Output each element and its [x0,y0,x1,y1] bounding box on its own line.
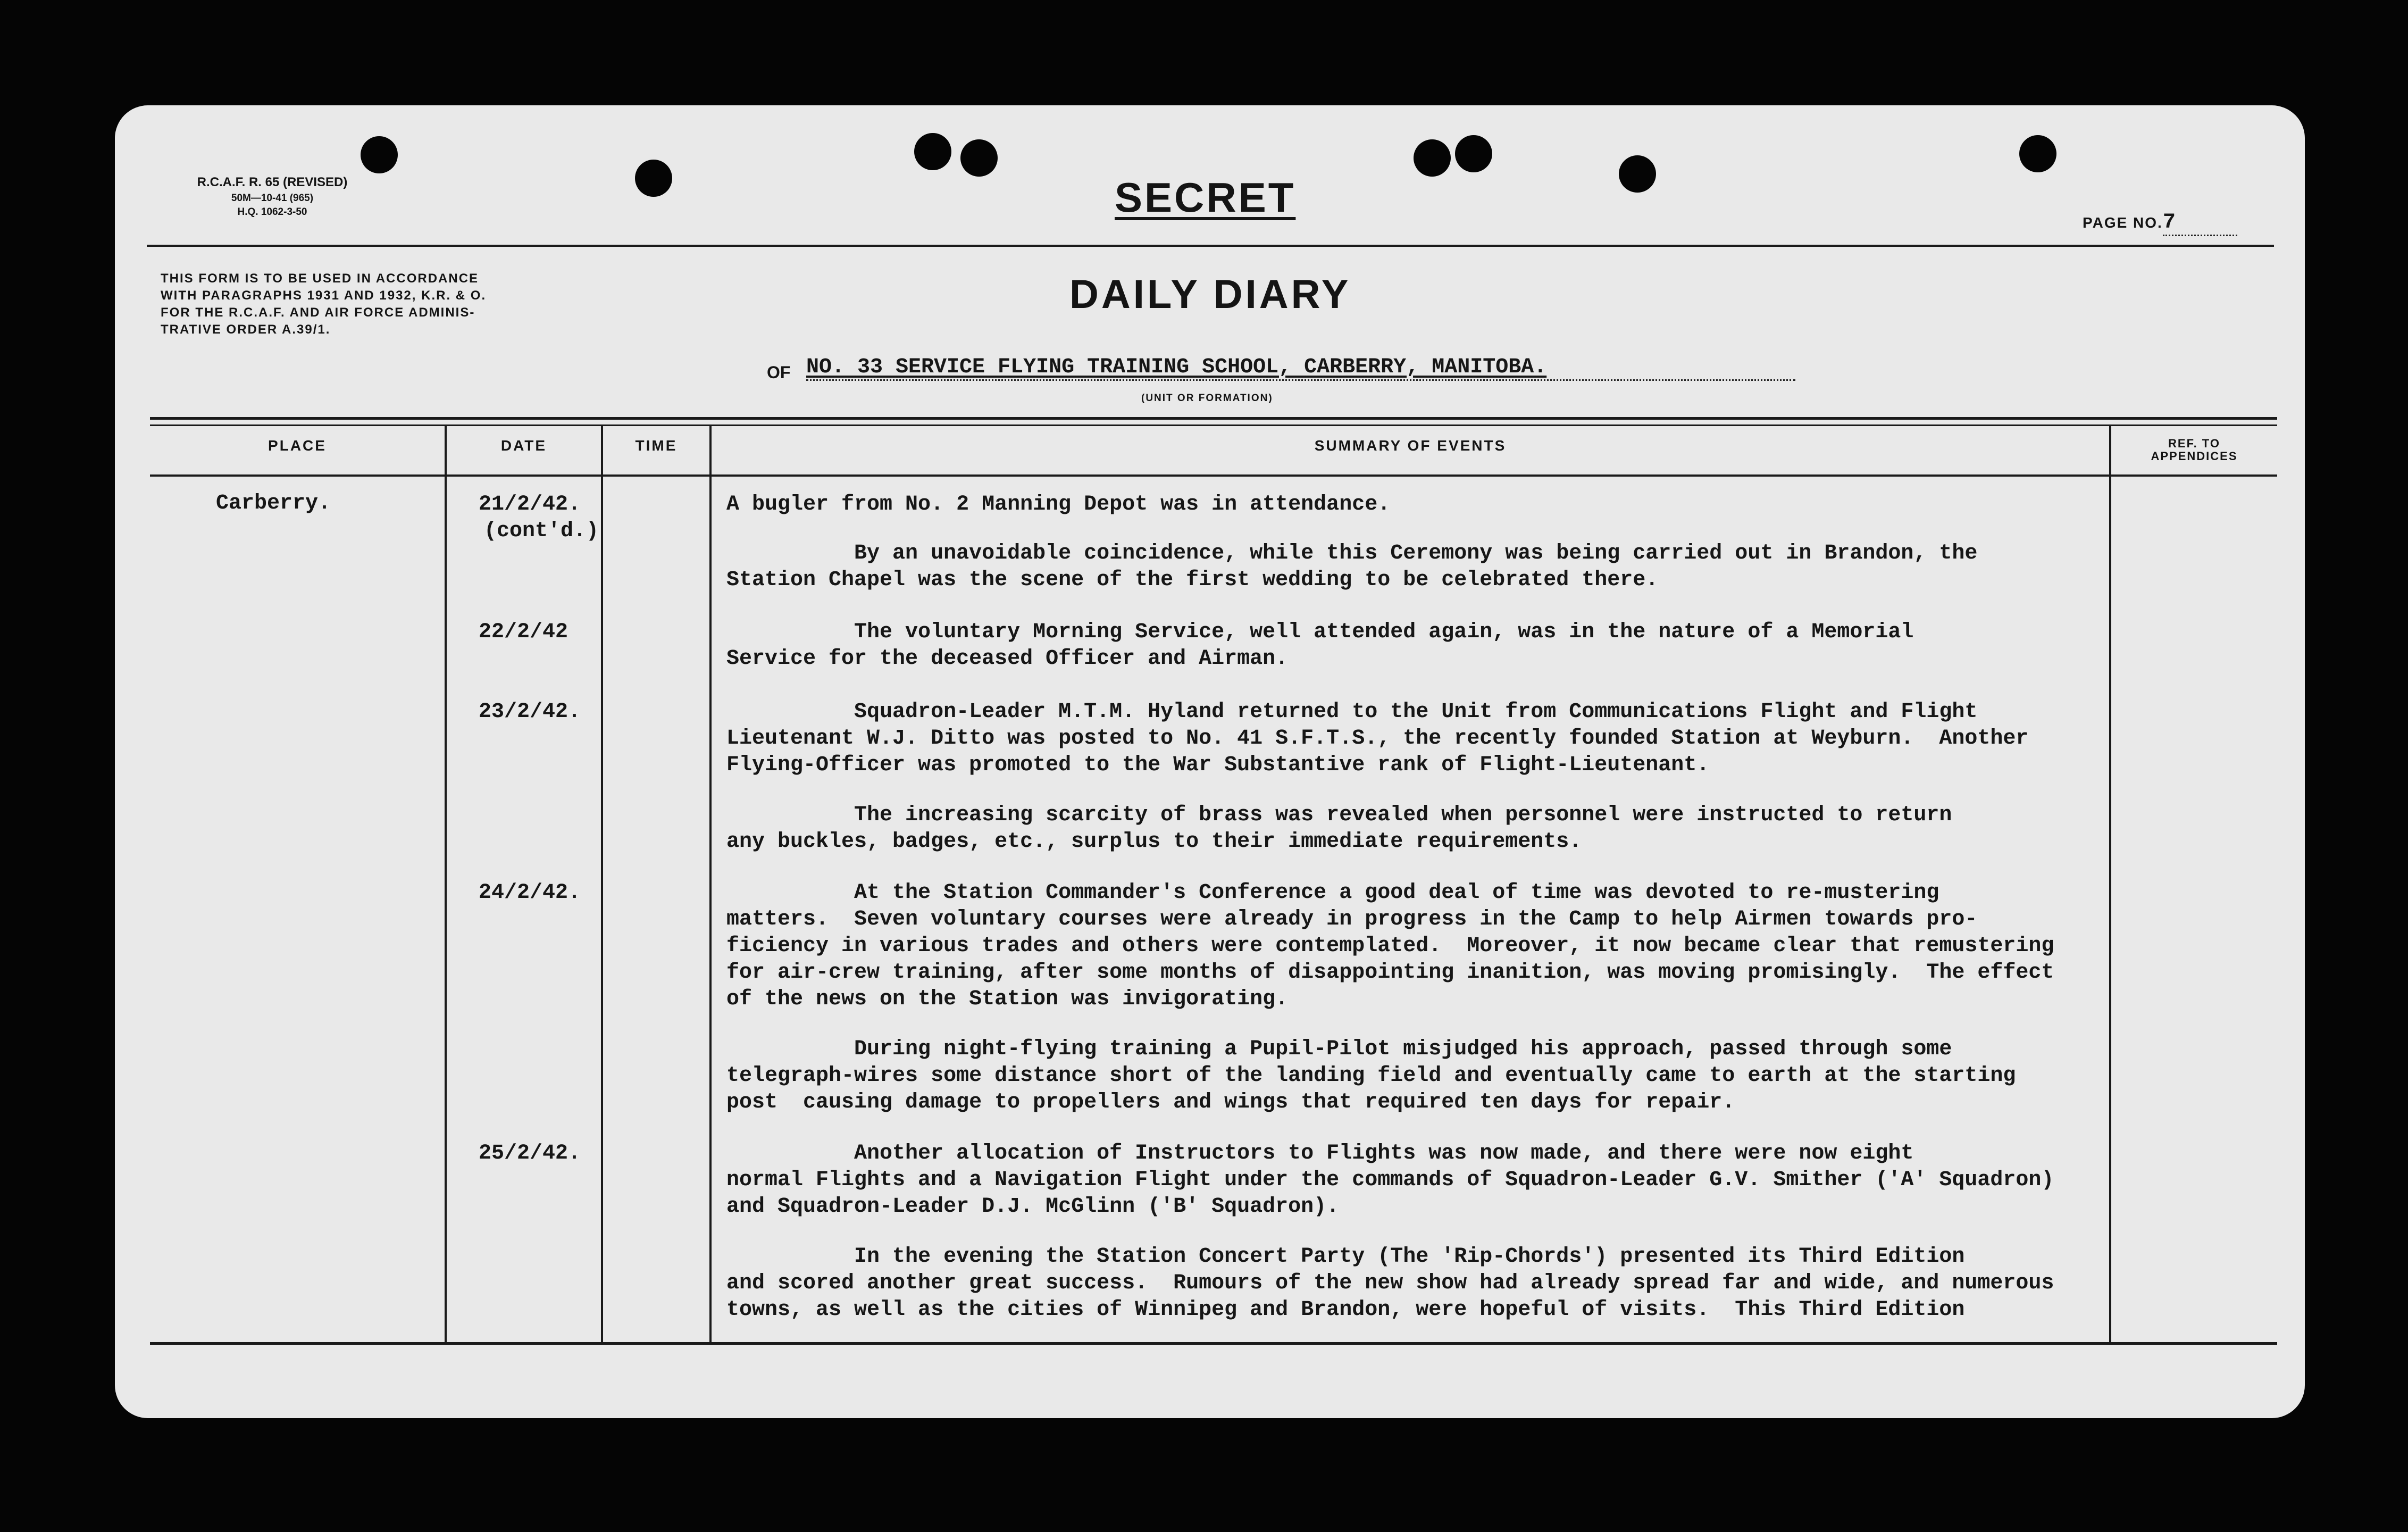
punch-hole [361,136,398,173]
instruction-line: THIS FORM IS TO BE USED IN ACCORDANCE [161,271,479,286]
summary-line: and Squadron-Leader D.J. McGlinn ('B' Squadron). [726,1195,1340,1219]
punch-hole [1414,139,1451,177]
summary-line: The increasing scarcity of brass was revealed when personnel were instructed to return [726,803,1952,827]
page-number-value: 7 [2163,211,2237,236]
summary-line: and scored another great success. Rumours of the new show had already spread far and wide, and numerous [726,1271,2054,1295]
table-top-rule [150,417,2277,420]
page-number-field [2083,211,2237,236]
summary-line: Station Chapel was the scene of the first wedding to be celebrated there. [726,568,1659,592]
column-header-time: TIME [635,437,678,454]
summary-paragraph [726,540,2088,594]
column-divider [601,424,603,1342]
place-entry: Carberry. [216,492,331,515]
punch-hole [2019,135,2056,172]
summary-line: Squadron-Leader M.T.M. Hyland returned to the Unit from Communications Flight and Flight [726,700,1978,724]
unit-name: NO. 33 SERVICE FLYING TRAINING SCHOOL, CARBERRY, MANITOBA. [806,355,1795,381]
table-top-rule-2 [150,424,2277,426]
column-divider [445,424,447,1342]
summary-line: Service for the deceased Officer and Airman. [726,647,1289,671]
page-title: DAILY DIARY [1069,272,1351,317]
summary-line: normal Flights and a Navigation Flight under the commands of Squadron-Leader G.V. Smither ('A' Squadron) [726,1168,2054,1192]
table-bottom-rule [150,1342,2277,1345]
page-number-label: PAGE NO. [2083,214,2163,231]
summary-line: By an unavoidable coincidence, while this Ceremony was being carried out in Brandon, the [726,542,1978,565]
summary-paragraph [726,699,2088,779]
ref-header-line: REF. TO [2168,437,2220,450]
date-entry: 22/2/42 [479,620,568,644]
column-header-ref [2111,437,2277,463]
column-divider [709,424,712,1342]
table-header-rule [150,474,2277,477]
punch-hole [1455,135,1492,172]
instruction-line: FOR THE R.C.A.F. AND AIR FORCE ADMINIS- [161,305,475,320]
summary-line: Another allocation of Instructors to Flights was now made, and there were now eight [726,1142,1914,1165]
form-code: R.C.A.F. R. 65 (REVISED) [197,175,348,189]
summary-paragraph [726,492,2088,518]
summary-line: During night-flying training a Pupil-Pilot misjudged his approach, passed through some [726,1037,1952,1061]
unit-caption: (UNIT OR FORMATION) [1141,393,1273,404]
column-divider [2109,424,2111,1342]
form-instructions [161,270,486,338]
summary-line: Flying-Officer was promoted to the War Substantive rank of Flight-Lieutenant. [726,753,1710,777]
summary-line: for air-crew training, after some months of disappointing inanition, was moving promisingly. The effect [726,961,2054,985]
summary-line: In the evening the Station Concert Party (The 'Rip-Chords') presented its Third Edition [726,1245,1965,1269]
date-line: (cont'd.) [484,519,599,543]
punch-hole [960,139,998,177]
summary-line: matters. Seven voluntary courses were already in progress in the Camp to help Airmen towards pro- [726,907,1978,931]
summary-line: The voluntary Morning Service, well attended again, was in the nature of a Memorial [726,620,1914,644]
ref-header-line: APPENDICES [2151,449,2238,463]
column-header-place: PLACE [268,437,327,454]
summary-line: ficiency in various trades and others were contemplated. Moreover, it now became clear that remustering [726,934,2054,958]
of-label: OF [767,363,791,382]
summary-line: telegraph-wires some distance short of the landing field and eventually came to earth at the starting [726,1064,2016,1088]
summary-line: of the news on the Station was invigorating. [726,987,1289,1011]
instruction-line: WITH PARAGRAPHS 1931 AND 1932, K.R. & O. [161,288,487,303]
summary-line: post causing damage to propellers and wings that required ten days for repair. [726,1090,1735,1114]
date-line: 21/2/42. [479,493,581,517]
header-rule [147,245,2274,247]
summary-line: Lieutenant W.J. Ditto was posted to No. 41 S.F.T.S., the recently founded Station at Weyburn. Another [726,727,2029,751]
date-entry: 24/2/42. [479,881,581,905]
date-entry: 23/2/42. [479,700,581,724]
summary-line: towns, as well as the cities of Winnipeg and Brandon, were hopeful of visits. This Third Edition [726,1298,1965,1322]
form-reference [161,173,384,219]
summary-line: A bugler from No. 2 Manning Depot was in attendance. [726,493,1391,517]
date-entry [479,492,599,545]
hq-reference: H.Q. 1062-3-50 [237,206,307,218]
print-reference: 50M—10-41 (965) [231,193,314,204]
diary-card [115,105,2305,1418]
summary-paragraph [726,1244,2088,1323]
summary-paragraph [726,1140,2088,1220]
summary-line: any buckles, badges, etc., surplus to their immediate requirements. [726,830,1582,854]
summary-line: At the Station Commander's Conference a good deal of time was devoted to re-mustering [726,881,1939,905]
date-entry: 25/2/42. [479,1142,581,1165]
punch-hole [1619,155,1656,193]
summary-paragraph [726,802,2088,855]
summary-paragraph [726,880,2088,1013]
punch-hole [635,160,672,197]
column-header-date: DATE [500,437,547,454]
summary-paragraph [726,619,2088,672]
summary-paragraph [726,1036,2088,1116]
column-header-summary: SUMMARY OF EVENTS [1314,437,1507,454]
classification-stamp: SECRET [1115,174,1296,221]
instruction-line: TRATIVE ORDER A.39/1. [161,322,331,337]
punch-hole [914,133,951,170]
